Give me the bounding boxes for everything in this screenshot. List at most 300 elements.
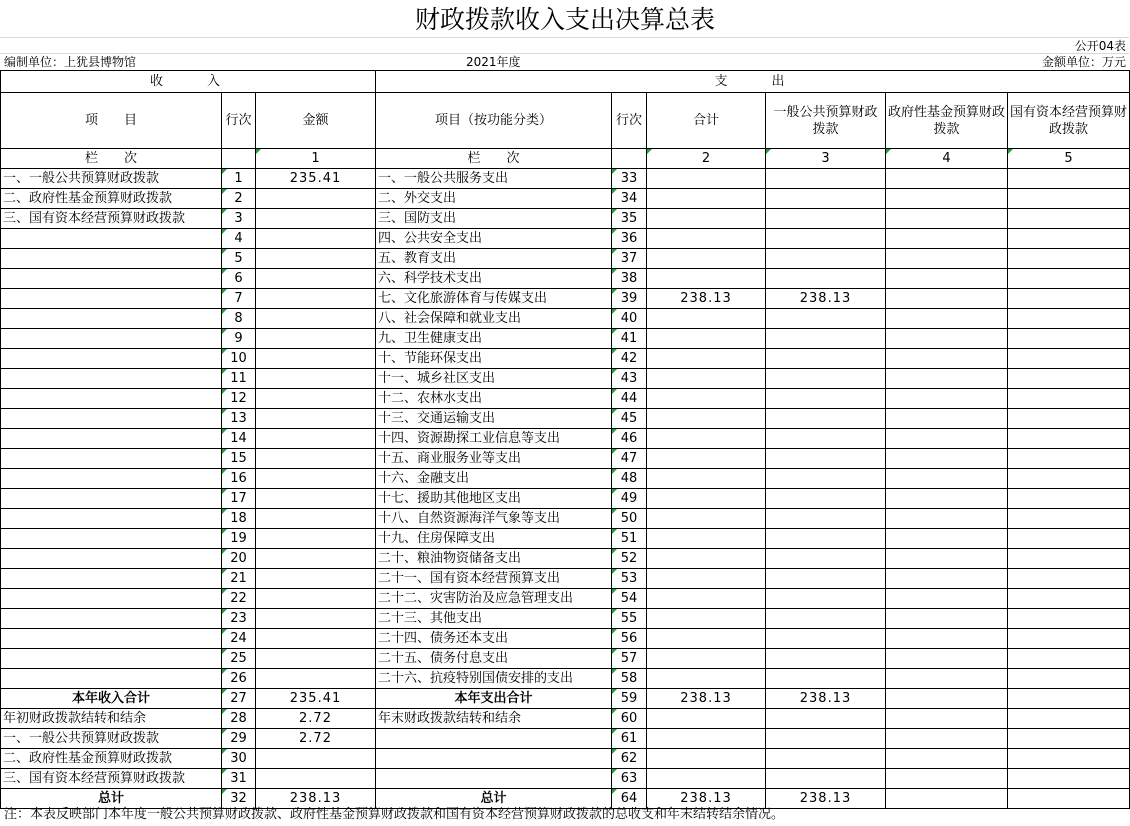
expense-row-no: 45 bbox=[612, 409, 647, 429]
expense-item: 二十三、其他支出 bbox=[376, 609, 612, 629]
income-item bbox=[1, 449, 222, 469]
expense-total bbox=[647, 549, 766, 569]
income-item bbox=[1, 409, 222, 429]
income-item bbox=[1, 509, 222, 529]
income-item: 一、一般公共预算财政拨款 bbox=[1, 729, 222, 749]
income-row-no: 24 bbox=[222, 629, 256, 649]
expense-row-no: 52 bbox=[612, 549, 647, 569]
expense-general-budget bbox=[766, 169, 886, 189]
expense-general-budget bbox=[766, 469, 886, 489]
income-amount bbox=[256, 329, 376, 349]
income-amount: 235.41 bbox=[256, 169, 376, 189]
income-amount bbox=[256, 189, 376, 209]
expense-gov-fund bbox=[886, 789, 1008, 809]
expense-gov-fund bbox=[886, 709, 1008, 729]
expense-total bbox=[647, 649, 766, 669]
expense-state-capital bbox=[1008, 289, 1130, 309]
expense-total bbox=[647, 389, 766, 409]
income-item bbox=[1, 469, 222, 489]
expense-state-capital bbox=[1008, 209, 1130, 229]
expense-state-capital bbox=[1008, 749, 1130, 769]
table-row bbox=[1, 629, 1130, 649]
income-item: 三、国有资本经营预算财政拨款 bbox=[1, 209, 222, 229]
income-item: 总计 bbox=[1, 789, 222, 809]
expense-item: 五、教育支出 bbox=[376, 249, 612, 269]
income-row-no: 22 bbox=[222, 589, 256, 609]
income-amount bbox=[256, 649, 376, 669]
expense-state-capital bbox=[1008, 189, 1130, 209]
expense-state-capital bbox=[1008, 649, 1130, 669]
expense-general-budget bbox=[766, 669, 886, 689]
expense-row-no: 46 bbox=[612, 429, 647, 449]
expense-total bbox=[647, 609, 766, 629]
expense-state-capital bbox=[1008, 409, 1130, 429]
expense-gov-fund bbox=[886, 609, 1008, 629]
expense-gov-fund bbox=[886, 169, 1008, 189]
expense-item: 二、外交支出 bbox=[376, 189, 612, 209]
income-item bbox=[1, 249, 222, 269]
income-amount bbox=[256, 409, 376, 429]
expense-state-capital bbox=[1008, 509, 1130, 529]
expense-total bbox=[647, 369, 766, 389]
column-label: 3 bbox=[766, 149, 886, 169]
header-gov-fund: 政府性基金预算财政拨款 bbox=[886, 93, 1008, 149]
income-row-no: 23 bbox=[222, 609, 256, 629]
expense-gov-fund bbox=[886, 509, 1008, 529]
expense-total bbox=[647, 269, 766, 289]
table-row bbox=[1, 589, 1130, 609]
table-row bbox=[1, 709, 1130, 729]
table-row bbox=[1, 249, 1130, 269]
income-amount: 2.72 bbox=[256, 729, 376, 749]
column-label: 5 bbox=[1008, 149, 1130, 169]
table-row bbox=[1, 289, 1130, 309]
income-row-no: 13 bbox=[222, 409, 256, 429]
income-row-no: 7 bbox=[222, 289, 256, 309]
income-row-no: 9 bbox=[222, 329, 256, 349]
expense-general-budget bbox=[766, 509, 886, 529]
expense-total bbox=[647, 329, 766, 349]
expense-item: 六、科学技术支出 bbox=[376, 269, 612, 289]
expense-general-budget: 238.13 bbox=[766, 689, 886, 709]
income-item: 年初财政拨款结转和结余 bbox=[1, 709, 222, 729]
expense-total bbox=[647, 769, 766, 789]
income-row-no: 4 bbox=[222, 229, 256, 249]
expense-item: 十、节能环保支出 bbox=[376, 349, 612, 369]
income-item bbox=[1, 529, 222, 549]
expense-general-budget: 238.13 bbox=[766, 789, 886, 809]
expense-item: 十三、交通运输支出 bbox=[376, 409, 612, 429]
income-row-no: 1 bbox=[222, 169, 256, 189]
expense-row-no: 51 bbox=[612, 529, 647, 549]
expense-item: 十九、住房保障支出 bbox=[376, 529, 612, 549]
expense-row-no: 48 bbox=[612, 469, 647, 489]
table-row bbox=[1, 509, 1130, 529]
expense-gov-fund bbox=[886, 309, 1008, 329]
table-row bbox=[1, 329, 1130, 349]
income-amount bbox=[256, 569, 376, 589]
expense-gov-fund bbox=[886, 229, 1008, 249]
income-amount bbox=[256, 589, 376, 609]
income-item: 一、一般公共预算财政拨款 bbox=[1, 169, 222, 189]
expense-general-budget bbox=[766, 309, 886, 329]
expense-row-no: 35 bbox=[612, 209, 647, 229]
header-amount: 金额 bbox=[256, 93, 376, 149]
expense-item: 一、一般公共服务支出 bbox=[376, 169, 612, 189]
expense-state-capital bbox=[1008, 249, 1130, 269]
expense-gov-fund bbox=[886, 549, 1008, 569]
income-item bbox=[1, 649, 222, 669]
income-item bbox=[1, 589, 222, 609]
table-row bbox=[1, 229, 1130, 249]
expense-row-no: 33 bbox=[612, 169, 647, 189]
expense-total bbox=[647, 669, 766, 689]
expense-total: 238.13 bbox=[647, 789, 766, 809]
expense-item: 十七、援助其他地区支出 bbox=[376, 489, 612, 509]
income-row-no: 15 bbox=[222, 449, 256, 469]
expense-row-no: 40 bbox=[612, 309, 647, 329]
table-row bbox=[1, 269, 1130, 289]
expense-general-budget bbox=[766, 549, 886, 569]
expense-total bbox=[647, 309, 766, 329]
expense-general-budget bbox=[766, 489, 886, 509]
table-row bbox=[1, 769, 1130, 789]
income-item bbox=[1, 669, 222, 689]
income-row-no: 8 bbox=[222, 309, 256, 329]
expense-general-budget bbox=[766, 209, 886, 229]
table-row bbox=[1, 609, 1130, 629]
expense-row-no: 49 bbox=[612, 489, 647, 509]
income-amount bbox=[256, 769, 376, 789]
expense-total bbox=[647, 749, 766, 769]
expense-general-budget bbox=[766, 629, 886, 649]
expense-item: 二十、粮油物资储备支出 bbox=[376, 549, 612, 569]
table-row bbox=[1, 409, 1130, 429]
amount-unit: 金额单位：万元 bbox=[1041, 55, 1126, 69]
expense-total bbox=[647, 489, 766, 509]
expense-general-budget bbox=[766, 769, 886, 789]
expense-gov-fund bbox=[886, 249, 1008, 269]
income-item: 三、国有资本经营预算财政拨款 bbox=[1, 769, 222, 789]
income-amount: 235.41 bbox=[256, 689, 376, 709]
income-amount: 238.13 bbox=[256, 789, 376, 809]
expense-total bbox=[647, 569, 766, 589]
expense-state-capital bbox=[1008, 789, 1130, 809]
column-label: 1 bbox=[256, 149, 376, 169]
income-amount bbox=[256, 249, 376, 269]
table-row bbox=[1, 689, 1130, 709]
expense-row-no: 62 bbox=[612, 749, 647, 769]
header-row-no-2: 行次 bbox=[612, 93, 647, 149]
expense-item: 二十二、灾害防治及应急管理支出 bbox=[376, 589, 612, 609]
expense-item: 二十五、债务付息支出 bbox=[376, 649, 612, 669]
expense-row-no: 34 bbox=[612, 189, 647, 209]
income-item: 本年收入合计 bbox=[1, 689, 222, 709]
income-item bbox=[1, 429, 222, 449]
income-row-no: 18 bbox=[222, 509, 256, 529]
expense-row-no: 63 bbox=[612, 769, 647, 789]
expense-total bbox=[647, 349, 766, 369]
expense-gov-fund bbox=[886, 569, 1008, 589]
income-amount bbox=[256, 429, 376, 449]
table-row bbox=[1, 389, 1130, 409]
income-row-no: 16 bbox=[222, 469, 256, 489]
expense-total bbox=[647, 249, 766, 269]
income-row-no: 28 bbox=[222, 709, 256, 729]
grid-line bbox=[0, 37, 1129, 38]
expense-state-capital bbox=[1008, 569, 1130, 589]
income-amount bbox=[256, 349, 376, 369]
expense-total bbox=[647, 449, 766, 469]
expense-state-capital bbox=[1008, 429, 1130, 449]
expense-item: 三、国防支出 bbox=[376, 209, 612, 229]
income-row-no: 14 bbox=[222, 429, 256, 449]
expense-state-capital bbox=[1008, 269, 1130, 289]
expense-row-no: 50 bbox=[612, 509, 647, 529]
expense-gov-fund bbox=[886, 749, 1008, 769]
expense-row-no: 61 bbox=[612, 729, 647, 749]
expense-state-capital bbox=[1008, 729, 1130, 749]
expense-row-no: 64 bbox=[612, 789, 647, 809]
expense-general-budget bbox=[766, 569, 886, 589]
expense-general-budget bbox=[766, 529, 886, 549]
column-label: 4 bbox=[886, 149, 1008, 169]
expense-item: 十四、资源勘探工业信息等支出 bbox=[376, 429, 612, 449]
income-amount bbox=[256, 749, 376, 769]
income-row-no: 5 bbox=[222, 249, 256, 269]
header-row-no: 行次 bbox=[222, 93, 256, 149]
table-row bbox=[1, 429, 1130, 449]
income-amount bbox=[256, 289, 376, 309]
expense-total bbox=[647, 629, 766, 649]
expense-state-capital bbox=[1008, 769, 1130, 789]
expense-total bbox=[647, 469, 766, 489]
expense-row-no: 59 bbox=[612, 689, 647, 709]
income-item bbox=[1, 489, 222, 509]
expense-row-no: 55 bbox=[612, 609, 647, 629]
income-row-no: 11 bbox=[222, 369, 256, 389]
expense-general-budget bbox=[766, 729, 886, 749]
expense-total bbox=[647, 589, 766, 609]
expense-gov-fund bbox=[886, 469, 1008, 489]
income-row-no: 32 bbox=[222, 789, 256, 809]
expense-state-capital bbox=[1008, 489, 1130, 509]
grid-line bbox=[0, 53, 1129, 54]
expense-general-budget: 238.13 bbox=[766, 289, 886, 309]
income-item bbox=[1, 269, 222, 289]
expense-general-budget bbox=[766, 229, 886, 249]
expense-item: 本年支出合计 bbox=[376, 689, 612, 709]
income-item: 二、政府性基金预算财政拨款 bbox=[1, 189, 222, 209]
expense-gov-fund bbox=[886, 349, 1008, 369]
income-row-no: 10 bbox=[222, 349, 256, 369]
table-row bbox=[1, 189, 1130, 209]
expense-row-no: 39 bbox=[612, 289, 647, 309]
table-row bbox=[1, 209, 1130, 229]
expense-section-header: 支 出 bbox=[376, 71, 1130, 93]
income-row-no: 3 bbox=[222, 209, 256, 229]
income-amount bbox=[256, 489, 376, 509]
expense-gov-fund bbox=[886, 729, 1008, 749]
expense-general-budget bbox=[766, 269, 886, 289]
expense-state-capital bbox=[1008, 449, 1130, 469]
expense-gov-fund bbox=[886, 669, 1008, 689]
table-row bbox=[1, 309, 1130, 329]
income-amount bbox=[256, 509, 376, 529]
income-item bbox=[1, 609, 222, 629]
fiscal-year: 2021年度 bbox=[466, 55, 521, 69]
income-row-no: 12 bbox=[222, 389, 256, 409]
expense-row-no: 41 bbox=[612, 329, 647, 349]
expense-total bbox=[647, 729, 766, 749]
expense-state-capital bbox=[1008, 369, 1130, 389]
expense-item: 十二、农林水支出 bbox=[376, 389, 612, 409]
expense-state-capital bbox=[1008, 629, 1130, 649]
header-state-capital: 国有资本经营预算财政拨款 bbox=[1008, 93, 1130, 149]
expense-row-no: 57 bbox=[612, 649, 647, 669]
expense-row-no: 43 bbox=[612, 369, 647, 389]
expense-general-budget bbox=[766, 709, 886, 729]
income-amount bbox=[256, 449, 376, 469]
income-item bbox=[1, 369, 222, 389]
income-amount: 2.72 bbox=[256, 709, 376, 729]
income-row-no: 19 bbox=[222, 529, 256, 549]
income-item bbox=[1, 329, 222, 349]
expense-gov-fund bbox=[886, 769, 1008, 789]
table-row bbox=[1, 749, 1130, 769]
compiling-unit: 编制单位：上犹县博物馆 bbox=[4, 55, 137, 69]
form-number: 公开04表 bbox=[1074, 39, 1126, 53]
expense-total bbox=[647, 429, 766, 449]
expense-total bbox=[647, 529, 766, 549]
expense-gov-fund bbox=[886, 369, 1008, 389]
income-item bbox=[1, 349, 222, 369]
expense-gov-fund bbox=[886, 329, 1008, 349]
expense-item: 二十一、国有资本经营预算支出 bbox=[376, 569, 612, 589]
income-item bbox=[1, 289, 222, 309]
expense-state-capital bbox=[1008, 469, 1130, 489]
income-amount bbox=[256, 309, 376, 329]
expense-total bbox=[647, 189, 766, 209]
column-label bbox=[222, 149, 256, 169]
income-item bbox=[1, 229, 222, 249]
expense-item: 总计 bbox=[376, 789, 612, 809]
expense-item: 七、文化旅游体育与传媒支出 bbox=[376, 289, 612, 309]
income-item bbox=[1, 629, 222, 649]
expense-state-capital bbox=[1008, 309, 1130, 329]
expense-general-budget bbox=[766, 649, 886, 669]
expense-general-budget bbox=[766, 249, 886, 269]
expense-row-no: 47 bbox=[612, 449, 647, 469]
expense-gov-fund bbox=[886, 449, 1008, 469]
expense-row-no: 56 bbox=[612, 629, 647, 649]
expense-state-capital bbox=[1008, 329, 1130, 349]
expense-item bbox=[376, 729, 612, 749]
expense-item: 八、社会保障和就业支出 bbox=[376, 309, 612, 329]
income-row-no: 27 bbox=[222, 689, 256, 709]
income-section-header: 收 入 bbox=[1, 71, 376, 93]
expense-row-no: 60 bbox=[612, 709, 647, 729]
page-title: 财政拨款收入支出决算总表 bbox=[414, 5, 715, 34]
expense-item: 九、卫生健康支出 bbox=[376, 329, 612, 349]
expense-gov-fund bbox=[886, 389, 1008, 409]
budget-table bbox=[0, 70, 1130, 809]
income-row-no: 26 bbox=[222, 669, 256, 689]
expense-total: 238.13 bbox=[647, 289, 766, 309]
expense-general-budget bbox=[766, 409, 886, 429]
income-item: 二、政府性基金预算财政拨款 bbox=[1, 749, 222, 769]
expense-item: 四、公共安全支出 bbox=[376, 229, 612, 249]
income-amount bbox=[256, 609, 376, 629]
column-label: 2 bbox=[647, 149, 766, 169]
table-row bbox=[1, 569, 1130, 589]
expense-general-budget bbox=[766, 389, 886, 409]
expense-total bbox=[647, 169, 766, 189]
expense-state-capital bbox=[1008, 609, 1130, 629]
expense-gov-fund bbox=[886, 689, 1008, 709]
expense-item: 十五、商业服务业等支出 bbox=[376, 449, 612, 469]
expense-item: 十八、自然资源海洋气象等支出 bbox=[376, 509, 612, 529]
expense-total bbox=[647, 509, 766, 529]
expense-gov-fund bbox=[886, 429, 1008, 449]
expense-row-no: 58 bbox=[612, 669, 647, 689]
income-row-no: 6 bbox=[222, 269, 256, 289]
column-label: 栏 次 bbox=[376, 149, 612, 169]
table-row bbox=[1, 449, 1130, 469]
expense-item: 二十六、抗疫特别国债安排的支出 bbox=[376, 669, 612, 689]
expense-gov-fund bbox=[886, 289, 1008, 309]
expense-gov-fund bbox=[886, 649, 1008, 669]
income-item bbox=[1, 389, 222, 409]
expense-gov-fund bbox=[886, 589, 1008, 609]
expense-total: 238.13 bbox=[647, 689, 766, 709]
expense-row-no: 36 bbox=[612, 229, 647, 249]
expense-gov-fund bbox=[886, 269, 1008, 289]
expense-total bbox=[647, 409, 766, 429]
income-item bbox=[1, 309, 222, 329]
expense-item: 十一、城乡社区支出 bbox=[376, 369, 612, 389]
income-row-no: 25 bbox=[222, 649, 256, 669]
expense-state-capital bbox=[1008, 669, 1130, 689]
expense-gov-fund bbox=[886, 529, 1008, 549]
table-row bbox=[1, 669, 1130, 689]
income-row-no: 2 bbox=[222, 189, 256, 209]
column-label: 栏 次 bbox=[1, 149, 222, 169]
table-row bbox=[1, 349, 1130, 369]
income-amount bbox=[256, 229, 376, 249]
expense-state-capital bbox=[1008, 709, 1130, 729]
expense-state-capital bbox=[1008, 169, 1130, 189]
table-row bbox=[1, 729, 1130, 749]
expense-state-capital bbox=[1008, 689, 1130, 709]
income-amount bbox=[256, 629, 376, 649]
income-row-no: 29 bbox=[222, 729, 256, 749]
expense-general-budget bbox=[766, 189, 886, 209]
header-general-budget: 一般公共预算财政拨款 bbox=[766, 93, 886, 149]
income-row-no: 31 bbox=[222, 769, 256, 789]
header-item: 项 目 bbox=[1, 93, 222, 149]
expense-state-capital bbox=[1008, 349, 1130, 369]
expense-state-capital bbox=[1008, 529, 1130, 549]
expense-total bbox=[647, 709, 766, 729]
income-row-no: 20 bbox=[222, 549, 256, 569]
footnote: 注：本表反映部门本年度一般公共预算财政拨款、政府性基金预算财政拨款和国有资本经营预算财政拨款的总收支和年末结转结余情况。 bbox=[4, 807, 785, 822]
expense-state-capital bbox=[1008, 589, 1130, 609]
table-row bbox=[1, 169, 1130, 189]
expense-state-capital bbox=[1008, 549, 1130, 569]
income-amount bbox=[256, 549, 376, 569]
expense-row-no: 53 bbox=[612, 569, 647, 589]
